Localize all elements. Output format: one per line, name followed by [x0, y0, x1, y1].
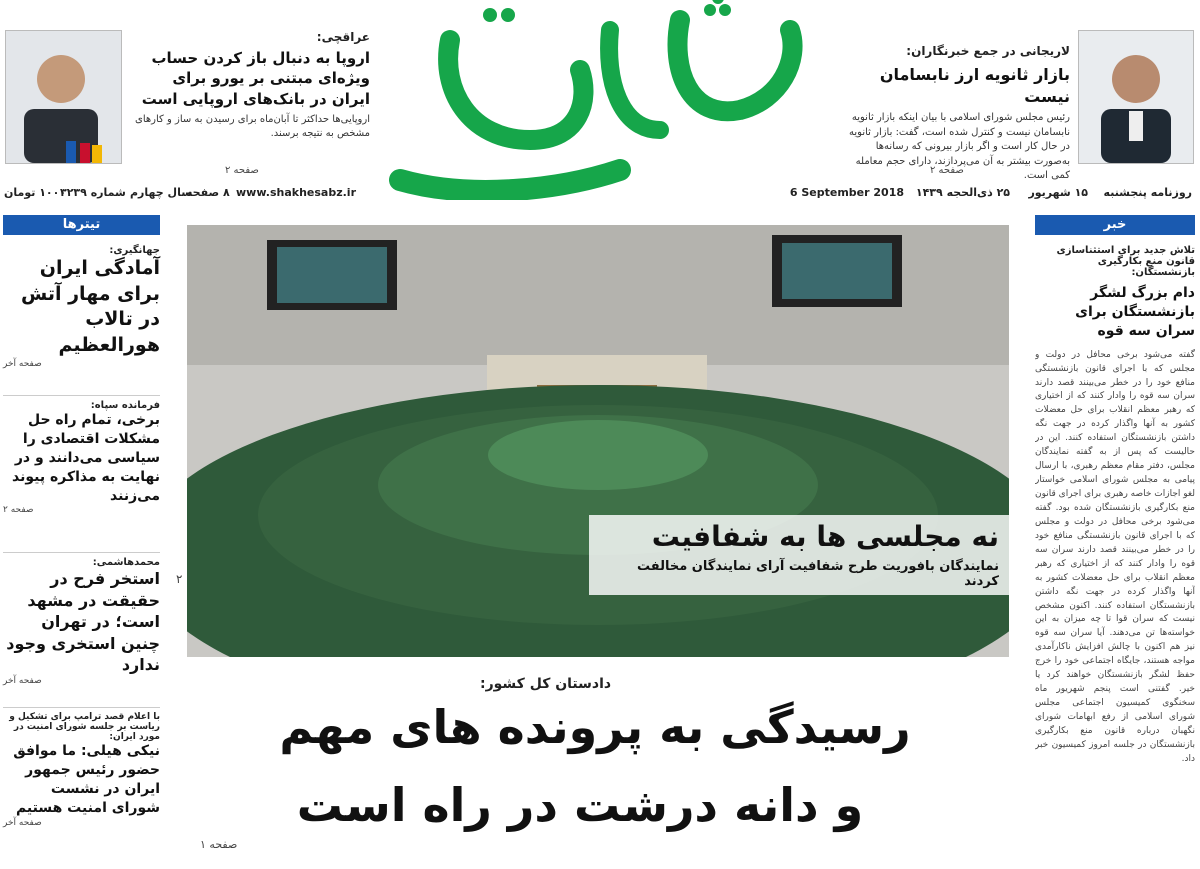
item-page-ref: صفحه آخر: [3, 358, 42, 369]
logo-mark: [380, 0, 820, 200]
story-body: اروپایی‌ها حداکثر تا آبان‌ماه برای رسیدن به ساز و کارهای مشخص به نتیجه برسند.: [135, 113, 370, 140]
photo-caption-title[interactable]: نه مجلسی ها به شفافیت: [651, 520, 999, 553]
photo-caption-sub: نمایندگان بافوریت طرح شفافیت آرای نمایندگان مخالفت کردند: [636, 559, 999, 590]
item-kicker: جهانگیری:: [109, 245, 160, 256]
main-page-ref: صفحه ۱: [200, 838, 238, 851]
masthead-logo: [380, 0, 820, 200]
photo-page-ref: ۲: [176, 572, 183, 586]
larijani-photo: [1078, 30, 1194, 164]
item-kicker: با اعلام قصد ترامپ برای تشکیل و ریاست بر جلسه شورای امنیت در مورد ایران:: [9, 712, 160, 742]
dateline-solar: ۱۵ شهریور: [1028, 186, 1088, 199]
araghchi-photo: [5, 30, 122, 164]
dateline-day: روزنامه پنجشنبه: [1103, 186, 1192, 199]
story-body: رئیس مجلس شورای اسلامی با بیان اینکه بازار ثانویه نابسامان نیست و کنترل شده است، گفت: بازار ثانویه در حال کار است و اگر بازار بیرونی که رسانه‌ها به‌صورت بیشتر به آن می‌پردازند، دارای حجم معامله کمی است.: [849, 112, 1070, 182]
item-headline[interactable]: نیکی هیلی: ما موافق حضور رئیس جمهور ایران در نشست شورای امنیت هستیم: [13, 743, 160, 816]
item-kicker: فرمانده سپاه:: [90, 400, 160, 411]
dateline-lunar: ۲۵ ذی‌الحجه ۱۴۳۹: [915, 186, 1010, 199]
dateline-site[interactable]: www.shakhesabz.ir: [236, 186, 356, 199]
story-body: گفته می‌شود برخی محافل در دولت و مجلس که با اجرای قانون بازنشستگی منافع خود را در خطر می‌بینند قصد دارند سران سه قوه را وادار کنند که از اختیاری که رهبر معظم انقلاب برای حل معضلات کشور به آنها واگذار کرده در جهت نگه داشتن بازنشستگان استفاده کنند. این در حالیست که پس از به گفته نمایندگان مجلس، دفتر مقام معظم رهبری، با ارسال پیامی به مجلس شورای اسلامی خواستار لغو اجازات خاصه رهبری برای اجرای قانون منع بکارگیری بازنشستگان شده بود. گفته می‌شود برخی محافل در دولت و مجلس که با اجرای قانون بازنشستگی منافع خود را در خطر می‌بینند قصد دارند سران سه قوه را وادار کنند که از اختیاری که رهبر معظم انقلاب برای حل معضلات کشور به آنها واگذار کرده در جهت نگه داشتن بازنشستگان استفاده کنند. اکنون مشخص نیست که سران قوا تا چه میزان به این خواسته‌ها تن می‌دهند. آیا سران سه قوه نیز هم اکنون با چالش افزایش ناکارآمدی مواجه هستند، جایگاه اجتماعی خود را خرج حفظ لشگر بازنشستگان خواهند کرد یا خیر. گفتنی است پنجم شهریور ماه سخنگوی کمیسیون اجتماعی مجلس شورای اسلامی از رفع ابهامات شورای نگهبان درباره قانون منع بکارگیری بازنشستگان در جلسه امروز کمیسیون خبر داد.: [1035, 349, 1195, 764]
parliament-photo: [187, 225, 1009, 657]
right-column-label: خبر: [1035, 215, 1195, 235]
main-headline-line2[interactable]: و دانه درشت در راه است: [296, 778, 864, 832]
item-page-ref: صفحه ۲: [3, 505, 34, 516]
photo-caption-box: [589, 515, 1009, 595]
list-item: [3, 395, 160, 552]
right-column-story: [1035, 245, 1195, 869]
top-right-story: [840, 44, 1070, 184]
portrait-image: [6, 31, 121, 163]
story-headline[interactable]: اروپا به دنبال باز کردن حساب ویژه‌ای مبتنی بر یورو برای ایران در بانک‌های اروپایی است: [141, 49, 370, 108]
dateline-gregorian: 6 September 2018: [789, 186, 904, 199]
item-headline[interactable]: برخی، تمام راه حل مشکلات اقتصادی را سیاسی می‌دانند و در نهایت به مذاکره پیوند می‌زنند: [12, 412, 160, 504]
item-page-ref: صفحه آخر: [3, 675, 42, 686]
portrait-image: [1079, 31, 1193, 163]
top-left-page-ref: صفحه ۲: [225, 165, 259, 176]
dateline-issue: شماره ۳۲۳۹: [60, 186, 126, 199]
story-kicker: عراقچی:: [316, 30, 370, 44]
dateline-price: ۱۰۰۰ تومان: [4, 186, 67, 199]
top-left-story: [130, 30, 370, 142]
story-kicker: لاریجانی در جمع خبرنگاران:: [906, 44, 1070, 58]
list-item: [3, 245, 160, 395]
left-column-list: [3, 245, 160, 862]
item-kicker: محمدهاشمی:: [92, 557, 160, 568]
main-kicker: دادستان کل کشور:: [480, 676, 612, 692]
story-headline[interactable]: دام بزرگ لشگر بازنشستگان برای سران سه قوه: [1075, 285, 1195, 339]
top-right-page-ref: صفحه ۲: [930, 165, 964, 176]
item-headline[interactable]: استخر فرح در حقیقت در مشهد است؛ در تهران چنین استخری وجود ندارد: [6, 569, 160, 675]
list-item: [3, 552, 160, 707]
story-kicker: تلاش جدید برای استثناسازی قانون منع بکارگیری بازنشستگان:: [1056, 245, 1195, 278]
main-headline-line1[interactable]: رسیدگی به پرونده های مهم: [279, 700, 911, 754]
dateline-pages: ۸ صفحه: [186, 186, 230, 199]
dateline-bar: [0, 182, 1200, 204]
list-item: [3, 707, 160, 862]
story-headline[interactable]: بازار ثانویه ارز نابسامان نیست: [879, 65, 1070, 106]
dateline-year: سال چهارم: [130, 186, 193, 199]
item-headline[interactable]: آمادگی ایران برای مهار آتش در تالاب هورالعظیم: [21, 257, 160, 356]
left-column-label: تیترها: [3, 215, 160, 235]
item-page-ref: صفحه آخر: [3, 817, 42, 828]
